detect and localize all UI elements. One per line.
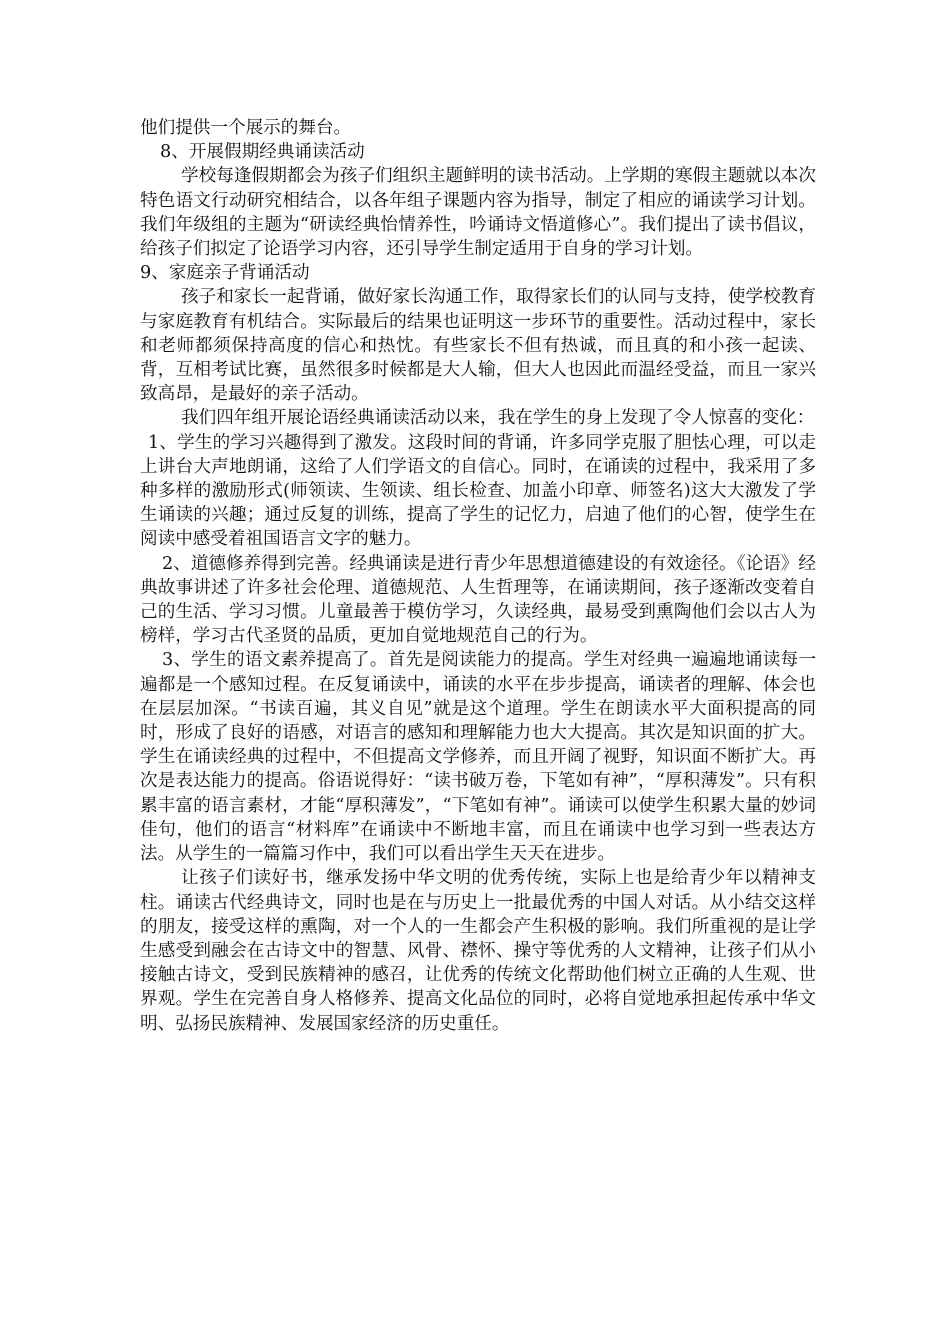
paragraph-item-3: 3、学生的语文素养提高了。首先是阅读能力的提高。学生对经典一遍遍地诵读每一遍都是一个感知过程。在反复诵读中，诵读的水平在步步提高，诵读者的理解、体会也在层层加深。“书读百遍，其义自见”就是这个道理。学生在朗读水平大面积提高的同时，形成了良好的语感，对语言的感知和理解能力也大大提高。其次是知识面的扩大。学生在诵读经典的过程中，不但提高文学修养，而且开阔了视野，知识面不断扩大。再次是表达能力的提高。俗语说得好：“读书破万卷，下笔如有神”，“厚积薄发”。只有积累丰富的语言素材，才能“厚积薄发”，“下笔如有神”。诵读可以使学生积累大量的妙词佳句，他们的语言“材料库”在诵读中不断地丰富，而且在诵读中也学习到一些表达方法。从学生的一篇篇习作中，我们可以看出学生天天在进步。 bbox=[140, 650, 816, 865]
section-heading-9: 9、家庭亲子背诵活动 bbox=[140, 263, 310, 284]
paragraph-holiday-reading: 学校每逢假期都会为孩子们组织主题鲜明的读书活动。上学期的寒假主题就以本次特色语文行动研究相结合，以各年组子课题内容为指导，制定了相应的诵读学习计划。我们年级组的主题为“研读经典怡情养性，吟诵诗文悟道修心”。我们提出了读书倡议，给孩子们拟定了论语学习内容，还引导学生制定适用于自身的学习计划。 bbox=[140, 166, 816, 260]
paragraph-family-recitation: 孩子和家长一起背诵，做好家长沟通工作，取得家长们的认同与支持，使学校教育与家庭教育有机结合。实际最后的结果也证明这一步环节的重要性。活动过程中，家长和老师都须保持高度的信心和热忱。有些家长不但有热诚，而且真的和小孩一起读、背，互相考试比赛，虽然很多时候都是大人输，但大人也因此而温经受益，而且一家兴致高昂，是最好的亲子活动。 bbox=[140, 287, 816, 405]
paragraph-item-1: 1、学生的学习兴趣得到了激发。这段时间的背诵，许多同学克服了胆怯心理，可以走上讲台大声地朗诵，这给了人们学语文的自信心。同时，在诵读的过程中，我采用了多种多样的激励形式(师领读、生领读、组长检查、加盖小印章、师签名)这大大激发了学生诵读的兴趣；通过反复的训练，提高了学生的记忆力，启迪了他们的心智，使学生在阅读中感受着祖国语言文字的魅力。 bbox=[140, 432, 816, 550]
paragraph-continuation: 他们提供一个展示的舞台。 bbox=[140, 118, 352, 138]
paragraph-changes-intro: 我们四年组开展论语经典诵读活动以来，我在学生的身上发现了令人惊喜的变化： bbox=[181, 408, 815, 429]
paragraph-conclusion: 让孩子们读好书，继承发扬中华文明的优秀传统，实际上也是给青少年以精神支柱。诵读古代经典诗文，同时也是在与历史上一批最优秀的中国人对话。从小结交这样的朋友，接受这样的熏陶，对一个人的一生都会产生积极的影响。我们所重视的是让学生感受到融会在古诗文中的智慧、风骨、襟怀、操守等优秀的人文精神，让孩子们从小接触古诗文，受到民族精神的感召，让优秀的传统文化帮助他们树立正确的人生观、世界观。学生在完善自身人格修养、提高文化品位的同时，必将自觉地承担起传承中华文明、弘扬民族精神、发展国家经济的历史重任。 bbox=[140, 868, 816, 1034]
section-heading-8: 8、开展假期经典诵读活动 bbox=[160, 142, 365, 163]
document-body bbox=[140, 116, 816, 1036]
paragraph-item-2: 2、道德修养得到完善。经典诵读是进行青少年思想道德建设的有效途径。《论语》经典故事讲述了许多社会伦理、道德规范、人生哲理等，在诵读期间，孩子逐渐改变着自己的生活、学习习惯。儿童最善于模仿学习，久读经典，最易受到熏陶他们会以古人为榜样，学习古代圣贤的品质，更加自觉地规范自己的行为。 bbox=[140, 553, 816, 647]
